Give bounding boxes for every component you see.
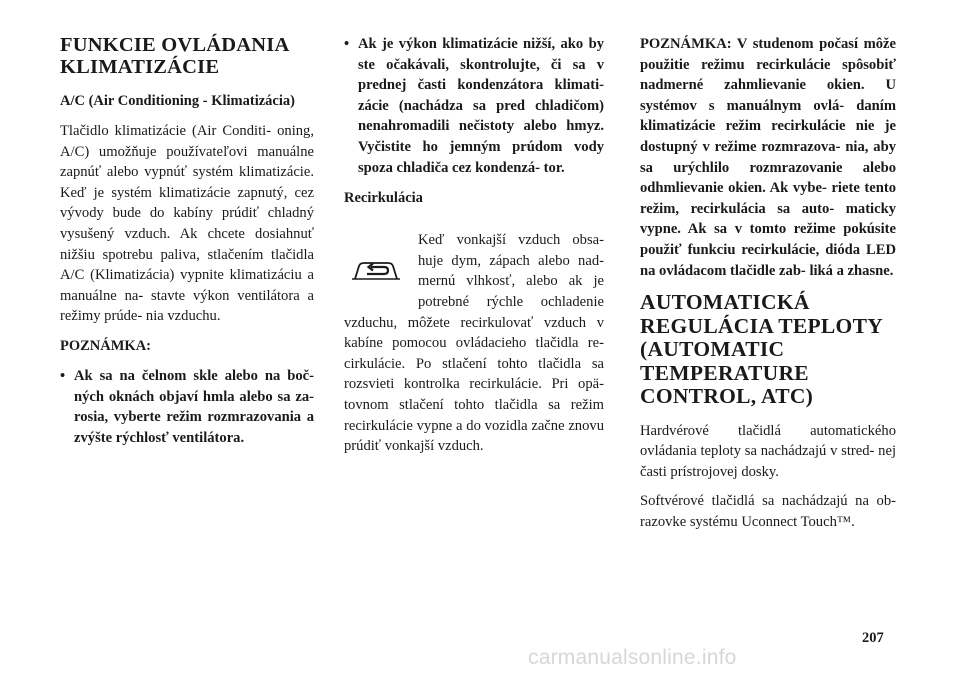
note-label: POZNÁMKA: <box>60 337 152 354</box>
section-title: FUNKCIE OVLÁDANIA KLIMATIZÁCIE <box>60 34 289 78</box>
recirculation-note: POZNÁMKA: V studenom počasí môže použitie režimu recirkulácie spôsobiť nadmerné zahmlievanie okien. U systémov s manuálnym ovlá- daním klimatizácie režim recirkulácie nie je dostupný v režime rozmrazova- nia, aby sa urýchlilo rozmrazovanie alebo odhmlievanie okien. Ak vybe- riete tento režim, recirkulácia sa auto- maticky vypne. Ak sa v tomto režime pokúsite použiť funkciu recirkulácie, dióda LED na ovládacom tlačidle zab- liká a zhasne. <box>640 36 896 279</box>
recirculation-text: Keď vonkajší vzduch obsa- huje dym, zápach alebo nad- mernú vlhkosť, alebo ak je potrebné rýchle ochladenie vzduchu, môžete recirkulovať vzduch v kabíne pomocou ovládacieho tlačidla re- cirkulácie. Po stlačení tohto tlačidla sa rozsvieti kontrolka recirkulácie. Pri opä- tovnom stlačení tohto tlačidla sa režim recirkulácie vypne a do vozidla začne znovu prúdiť vonkajší vzduch. <box>344 232 604 455</box>
column-left <box>60 34 314 458</box>
recirculation-heading: Recirkulácia <box>344 190 423 207</box>
ac-performance-bullet <box>344 34 604 178</box>
ac-description: Tlačidlo klimatizácie (Air Conditi- oning, A/C) umožňuje používateľovi manuálne zapnúť alebo vypnúť systém klimatizácie. Keď je systém klimatizácie zapnutý, cez vývody bude do kabíny prúdiť chladný vysušený vzduch. Ak chcete dosiahnuť nižšiu spotrebu paliva, stlačením tlačidla A/C (Klimatizácia) vypnite klimatizáciu a manuálne na- stavte výkon ventilátora a režimy prúde- nia vzduchu. <box>60 123 314 325</box>
bullet-marker: • <box>60 367 66 384</box>
column-middle <box>344 34 604 457</box>
atc-software-text: Softvérové tlačidlá sa nachádzajú na ob- razovke systému Uconnect Touch™. <box>640 493 896 530</box>
subsection-title: A/C (Air Conditioning - Klimatizácia) <box>60 93 295 109</box>
footer-watermark: carmanualsonline.info <box>528 646 737 669</box>
note-bullet-text: Ak sa na čelnom skle alebo na boč- ných oknách objaví hmla alebo sa za- rosia, vyberte režim rozmrazovania a zvýšte rýchlosť ventilátora. <box>74 367 314 446</box>
recirculation-icon <box>344 230 408 312</box>
bullet-marker: • <box>344 36 350 52</box>
ac-performance-text: Ak je výkon klimatizácie nižší, ako by ste očakávali, skontrolujte, či sa v prednej časti kondenzátora klimati- zácie (nachádza sa pred chladičom) nenahromadili nečistoty alebo hmyz. Vyčistite ho jemným prúdom vody spoza chladiča cez kondenzá- tor. <box>358 36 604 176</box>
note-bullet <box>60 366 314 448</box>
atc-title: AUTOMATICKÁ REGULÁCIA TEPLOTY (AUTOMATIC TEMPERATURE CONTROL, ATC) <box>640 290 883 409</box>
column-right <box>640 34 896 542</box>
atc-hardware-text: Hardvérové tlačidlá automatického ovládania teploty sa nachádzajú v stred- nej časti prístrojovej dosky. <box>640 422 896 480</box>
recirculation-block <box>344 230 604 457</box>
page-number: 207 <box>862 630 884 646</box>
